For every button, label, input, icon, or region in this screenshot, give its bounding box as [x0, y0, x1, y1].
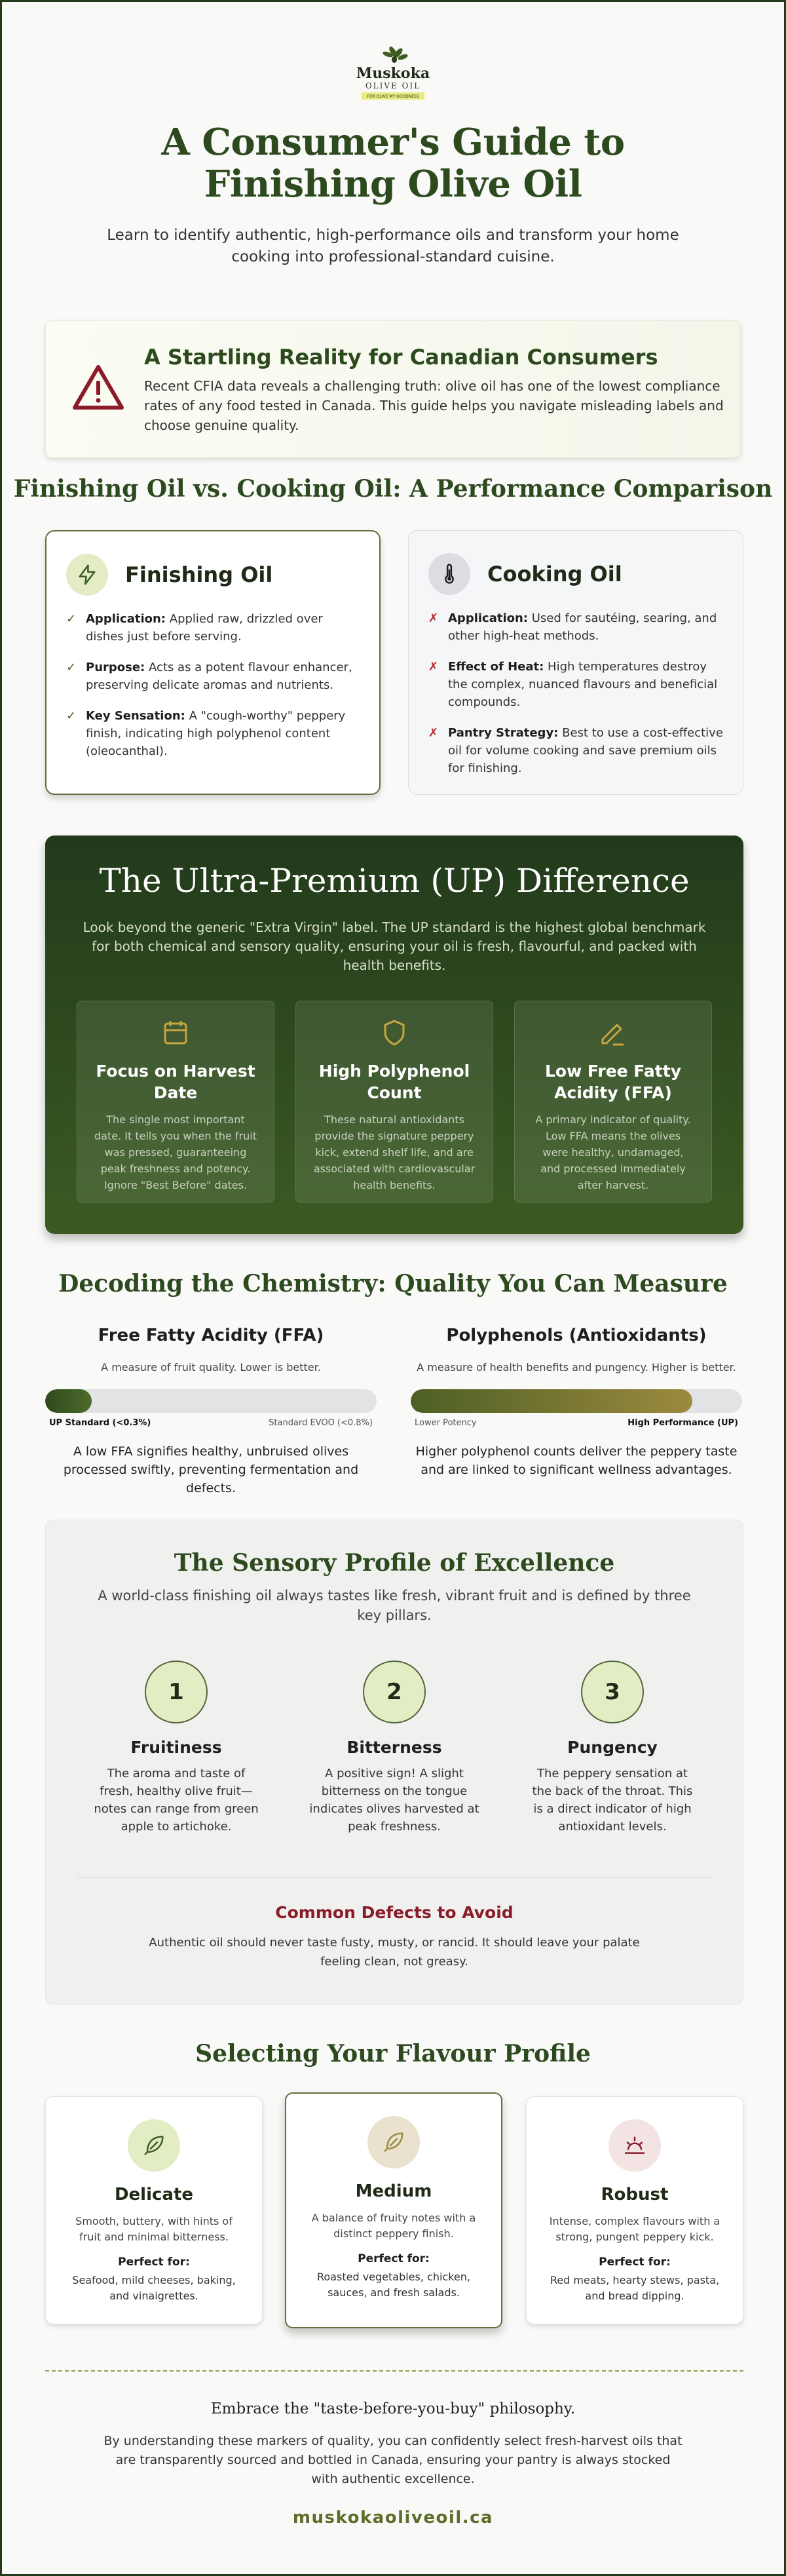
- ffa-bar-fill: [45, 1389, 92, 1413]
- cross-icon: ✗: [428, 611, 439, 625]
- up-features: [77, 1001, 712, 1202]
- pillar-text: The peppery sensation at the back of the throat. This is a direct indicator of high antioxidant levels.: [532, 1767, 693, 1834]
- pillar-fruitiness: [78, 1661, 274, 1836]
- polyphenol-meter: [411, 1326, 742, 1479]
- list-item: ✗ Application: Used for sautéing, searing, and other high-heat methods.: [428, 609, 723, 645]
- polyphenol-bar-fill: [411, 1389, 692, 1413]
- meter-label-left: UP Standard (<0.3%): [49, 1418, 151, 1428]
- flavour-card-title: Robust: [601, 2185, 669, 2204]
- pillar-number: 3: [581, 1661, 644, 1723]
- meter-label-right: High Performance (UP): [627, 1418, 738, 1428]
- flavour-card-text: Intense, complex flavours with a strong, pungent peppery kick.: [549, 2215, 720, 2243]
- list-item: ✓ Application: Applied raw, drizzled over dishes just before serving.: [66, 610, 360, 645]
- meter-note: A low FFA signifies healthy, unbruised olives processed swiftly, preventing fermentation and defects.: [63, 1444, 359, 1495]
- finishing-oil-list: [66, 610, 360, 760]
- pillar-text: The aroma and taste of fresh, healthy olive fruit—notes can range from green apple to artichoke.: [94, 1767, 259, 1834]
- alert-title: A Startling Reality for Canadian Consumers: [144, 345, 658, 370]
- pencil-icon: [597, 1017, 629, 1048]
- check-icon: ✓: [66, 661, 77, 674]
- flavour-card-title: Medium: [355, 2182, 432, 2201]
- finishing-oil-title: Finishing Oil: [125, 562, 273, 587]
- perfect-for-label: Perfect for:: [358, 2252, 430, 2265]
- cooking-oil-list: [428, 609, 723, 777]
- check-icon: ✓: [66, 612, 77, 626]
- pillar-number: 1: [145, 1661, 208, 1723]
- shield-icon: [379, 1017, 410, 1048]
- flavour-card-robust[interactable]: [526, 2096, 743, 2324]
- olive-branch-logo-icon: [354, 45, 432, 104]
- defects-title: Common Defects to Avoid: [275, 1903, 514, 1922]
- flavour-card-text: A balance of fruity notes with a distinct peppery finish.: [311, 2212, 476, 2240]
- feature-text: The single most important date. It tells you when the fruit was pressed, guaranteeing peak freshness and potency. Ignore "Best Before" dates.: [94, 1113, 257, 1191]
- cross-icon: ✗: [428, 660, 439, 674]
- list-item: ✗ Effect of Heat: High temperatures destroy the complex, nuanced flavours and beneficial compounds.: [428, 658, 723, 711]
- flavour-card-delicate[interactable]: [45, 2096, 263, 2324]
- footer-text: By understanding these markers of quality, you can confidently select fresh-harvest oils that are transparently sourced and bottled in Canada, ensuring your pantry is always stocked with authentic excellence.: [103, 2434, 683, 2486]
- finishing-oil-card: [45, 530, 381, 795]
- pillar-number: 2: [363, 1661, 426, 1723]
- flavour-title: Selecting Your Flavour Profile: [195, 2040, 591, 2067]
- lightning-icon: [66, 554, 108, 596]
- cfia-alert-card: [45, 320, 741, 458]
- ultra-premium-section: [45, 836, 743, 1234]
- alert-text: Recent CFIA data reveals a challenging truth: olive oil has one of the lowest compliance rates of any food tested in Canada. This guide helps you navigate misleading labels and choose genuine quality.: [144, 378, 724, 433]
- meter-title: Free Fatty Acidity (FFA): [98, 1326, 324, 1345]
- oil-comparison: [45, 530, 743, 795]
- website-link[interactable]: muskokaoliveoil.ca: [292, 2508, 494, 2528]
- meter-note: Higher polyphenol counts deliver the peppery taste and are linked to significant wellness advantages.: [415, 1444, 738, 1477]
- cooking-oil-title: Cooking Oil: [487, 562, 622, 586]
- pillar-title: Fruitiness: [130, 1738, 222, 1757]
- list-item: ✓ Key Sensation: A "cough-worthy" peppery finish, indicating high polyphenol content (oleocanthal).: [66, 707, 360, 760]
- meter-label-right: Standard EVOO (<0.8%): [269, 1418, 373, 1428]
- meter-desc: A measure of fruit quality. Lower is better.: [101, 1361, 321, 1374]
- cross-icon: ✗: [428, 726, 439, 740]
- flavour-card-title: Delicate: [114, 2185, 194, 2204]
- feature-card-ffa: [514, 1001, 712, 1202]
- ffa-bar: [45, 1389, 377, 1413]
- feather-icon: [128, 2119, 180, 2172]
- brand-logo[interactable]: [354, 45, 432, 104]
- logo-wordmark: Muskoka: [356, 65, 430, 82]
- up-lead: Look beyond the generic "Extra Virgin" label. The UP standard is the highest global benchmark for both chemical and sensory quality, ensuring your oil is fresh, flavourful, and packed with health benefits.: [83, 919, 706, 973]
- comparison-title: Finishing Oil vs. Cooking Oil: A Performance Comparison: [13, 475, 773, 503]
- pillar-pungency: [514, 1661, 711, 1836]
- list-item: ✓ Purpose: Acts as a potent flavour enhancer, preserving delicate aromas and nutrients.: [66, 659, 360, 694]
- feather-icon: [367, 2116, 420, 2168]
- sensory-title: The Sensory Profile of Excellence: [174, 1549, 615, 1577]
- feature-title: Focus on Harvest Date: [96, 1062, 255, 1102]
- footer-quote: Embrace the "taste-before-you-buy" philosophy.: [210, 2400, 576, 2417]
- feature-card-polyphenol: [295, 1001, 493, 1202]
- feature-title: Low Free Fatty Acidity (FFA): [544, 1062, 681, 1102]
- meter-title: Polyphenols (Antioxidants): [446, 1326, 707, 1345]
- meter-desc: A measure of health benefits and pungency. Higher is better.: [417, 1361, 736, 1374]
- check-icon: ✓: [66, 709, 77, 723]
- polyphenol-bar: [411, 1389, 742, 1413]
- perfect-for-value: Red meats, hearty stews, pasta, and bread dipping.: [550, 2274, 720, 2302]
- perfect-for-value: Roasted vegetables, chicken, sauces, and fresh salads.: [317, 2271, 470, 2299]
- cooking-oil-card: [408, 530, 743, 795]
- feature-card-harvest-date: [77, 1001, 274, 1202]
- pillar-title: Bitterness: [346, 1738, 442, 1757]
- meter-label-left: Lower Potency: [415, 1418, 477, 1428]
- sensory-profile-section: [45, 1520, 743, 2005]
- perfect-for-label: Perfect for:: [118, 2256, 190, 2269]
- flavour-card-text: Smooth, buttery, with hints of fruit and minimal bitterness.: [75, 2215, 233, 2243]
- page-subtitle: Learn to identify authentic, high-performance oils and transform your home cooking into professional-standard cuisine.: [107, 227, 679, 265]
- up-title: The Ultra-Premium (UP) Difference: [99, 862, 690, 900]
- warning-triangle-icon: [72, 364, 124, 411]
- pillar-text: A positive sign! A slight bitterness on the tongue indicates olives harvested at peak freshness.: [309, 1767, 479, 1834]
- svg-text:FOR OLIVE MY GOODNESS: FOR OLIVE MY GOODNESS: [367, 94, 419, 99]
- pillar-bitterness: [296, 1661, 493, 1836]
- sensory-lead: A world-class finishing oil always tastes like fresh, vibrant fruit and is defined by three key pillars.: [98, 1588, 691, 1623]
- perfect-for-label: Perfect for:: [599, 2256, 671, 2269]
- perfect-for-value: Seafood, mild cheeses, baking, and vinaigrettes.: [72, 2274, 236, 2302]
- list-item: ✗ Pantry Strategy: Best to use a cost-effective oil for volume cooking and save premium oils for finishing.: [428, 724, 723, 777]
- pillar-title: Pungency: [567, 1738, 658, 1757]
- page-title: A Consumer's Guide to Finishing Olive Oil: [161, 121, 625, 206]
- thermometer-icon: [428, 553, 470, 595]
- sunrise-icon: [608, 2119, 661, 2172]
- chemistry-title: Decoding the Chemistry: Quality You Can Measure: [58, 1270, 728, 1298]
- footer-divider: [45, 2370, 743, 2372]
- svg-text:OLIVE OIL: OLIVE OIL: [365, 81, 421, 90]
- feature-text: These natural antioxidants provide the signature peppery kick, extend shelf life, and are associated with cardiovascular health benefits.: [313, 1113, 476, 1191]
- calendar-icon: [160, 1017, 191, 1048]
- ffa-meter: [45, 1326, 377, 1497]
- feature-title: High Polyphenol Count: [318, 1062, 470, 1102]
- feature-text: A primary indicator of quality. Low FFA means the olives were healthy, undamaged, and processed immediately after harvest.: [535, 1113, 691, 1191]
- defects-text: Authentic oil should never taste fusty, musty, or rancid. It should leave your palate feeling clean, not greasy.: [149, 1936, 640, 1969]
- flavour-card-medium[interactable]: [285, 2092, 502, 2328]
